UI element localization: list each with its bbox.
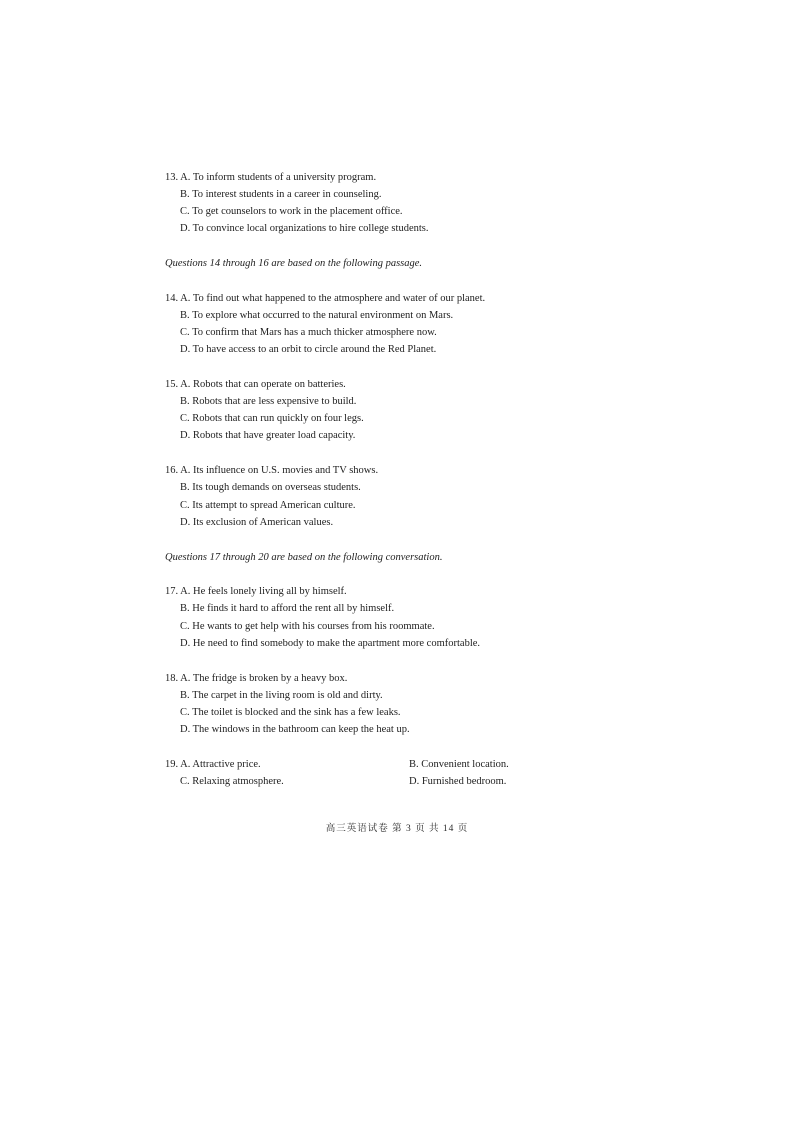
q15-option-a: 15. A. Robots that can operate on batteries. (165, 379, 346, 390)
q16-option-b: B. Its tough demands on overseas students. (180, 482, 361, 493)
q14-option-b: B. To explore what occurred to the natural environment on Mars. (180, 310, 454, 321)
q18-option-a: 18. A. The fridge is broken by a heavy box. (165, 673, 348, 684)
q14-option-d: D. To have access to an orbit to circle around the Red Planet. (180, 344, 437, 355)
q16-option-a: 16. A. Its influence on U.S. movies and TV shows. (165, 465, 379, 476)
q19-option-c: C. Relaxing atmosphere. (180, 776, 284, 787)
q15-option-b: B. Robots that are less expensive to build. (180, 396, 357, 407)
q19-option-b: B. Convenient location. (409, 759, 509, 770)
q17-option-a: 17. A. He feels lonely living all by himself. (165, 586, 347, 597)
section-note-17-20: Questions 17 through 20 are based on the following conversation. (165, 552, 443, 563)
q19-option-d: D. Furnished bedroom. (409, 776, 507, 787)
q19-option-a: 19. A. Attractive price. (165, 759, 261, 770)
q14-option-c: C. To confirm that Mars has a much thicker atmosphere now. (180, 327, 437, 338)
q16-option-c: C. Its attempt to spread American culture. (180, 500, 356, 511)
q14-option-a: 14. A. To find out what happened to the atmosphere and water of our planet. (165, 293, 486, 304)
q13-option-d: D. To convince local organizations to hire college students. (180, 223, 429, 234)
q13-option-c: C. To get counselors to work in the placement office. (180, 206, 403, 217)
q17-option-c: C. He wants to get help with his courses from his roommate. (180, 621, 435, 632)
q13-option-a: 13. A. To inform students of a university program. (165, 172, 377, 183)
section-note-14-16: Questions 14 through 16 are based on the following passage. (165, 258, 423, 269)
q17-option-d: D. He need to find somebody to make the apartment more comfortable. (180, 638, 481, 649)
q16-option-d: D. Its exclusion of American values. (180, 517, 334, 528)
q13-option-b: B. To interest students in a career in counseling. (180, 189, 382, 200)
q18-option-c: C. The toilet is blocked and the sink has a few leaks. (180, 707, 401, 718)
q17-option-b: B. He finds it hard to afford the rent all by himself. (180, 603, 395, 614)
q15-option-d: D. Robots that have greater load capacity. (180, 430, 356, 441)
page-footer: 高三英语试卷 第 3 页 共 14 页 (325, 824, 469, 834)
q18-option-d: D. The windows in the bathroom can keep the heat up. (180, 724, 410, 735)
q18-option-b: B. The carpet in the living room is old and dirty. (180, 690, 383, 701)
q15-option-c: C. Robots that can run quickly on four legs. (180, 413, 364, 424)
